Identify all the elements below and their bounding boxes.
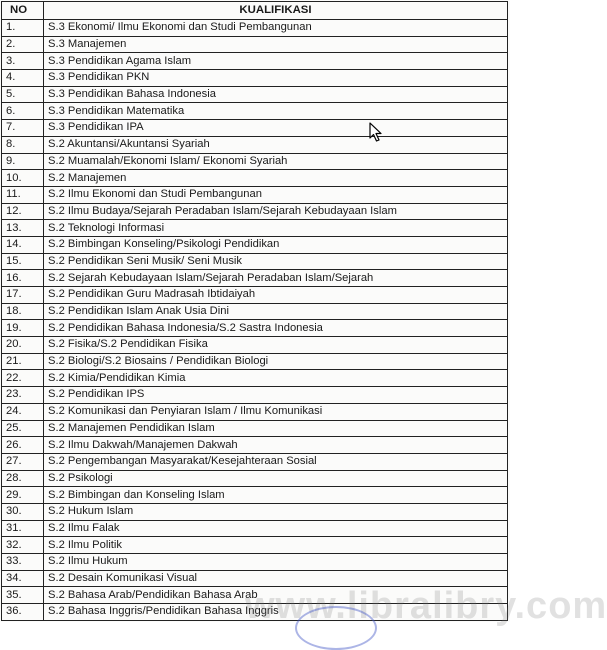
row-qualification: S.2 Ilmu Hukum	[44, 554, 508, 571]
table-row	[2, 203, 508, 220]
row-number: 32.	[2, 537, 44, 554]
table-row	[2, 70, 508, 87]
row-qualification: S.2 Bimbingan Konseling/Psikologi Pendidikan	[44, 236, 508, 253]
row-qualification: S.2 Manajemen Pendidikan Islam	[44, 420, 508, 437]
table-row	[2, 36, 508, 53]
table-row	[2, 554, 508, 571]
table-row	[2, 437, 508, 454]
row-number: 22.	[2, 370, 44, 387]
row-number: 21.	[2, 353, 44, 370]
qualification-table	[1, 1, 508, 621]
table-row	[2, 487, 508, 504]
row-qualification: S.3 Pendidikan PKN	[44, 70, 508, 87]
table-row	[2, 420, 508, 437]
row-number: 30.	[2, 503, 44, 520]
table-row	[2, 220, 508, 237]
table-row	[2, 103, 508, 120]
row-qualification: S.3 Pendidikan Matematika	[44, 103, 508, 120]
row-qualification: S.2 Pendidikan Seni Musik/ Seni Musik	[44, 253, 508, 270]
row-qualification: S.2 Komunikasi dan Penyiaran Islam / Ilmu Komunikasi	[44, 403, 508, 420]
table-row	[2, 170, 508, 187]
row-qualification: S.2 Ilmu Politik	[44, 537, 508, 554]
table-row	[2, 86, 508, 103]
row-number: 35.	[2, 587, 44, 604]
row-number: 17.	[2, 287, 44, 304]
row-number: 31.	[2, 520, 44, 537]
row-number: 33.	[2, 554, 44, 571]
table-header-row	[2, 2, 508, 20]
table-row	[2, 270, 508, 287]
row-number: 28.	[2, 470, 44, 487]
row-qualification: S.3 Manajemen	[44, 36, 508, 53]
watermark: www.libralibry.com	[245, 585, 607, 627]
row-number: 5.	[2, 86, 44, 103]
row-number: 1.	[2, 20, 44, 37]
row-number: 16.	[2, 270, 44, 287]
table-row	[2, 136, 508, 153]
row-qualification: S.3 Pendidikan IPA	[44, 120, 508, 137]
row-number: 15.	[2, 253, 44, 270]
row-qualification: S.2 Muamalah/Ekonomi Islam/ Ekonomi Syariah	[44, 153, 508, 170]
row-number: 13.	[2, 220, 44, 237]
row-qualification: S.2 Teknologi Informasi	[44, 220, 508, 237]
row-number: 3.	[2, 53, 44, 70]
row-qualification: S.3 Pendidikan Bahasa Indonesia	[44, 86, 508, 103]
header-kualifikasi: KUALIFIKASI	[44, 2, 508, 20]
row-qualification: S.2 Pendidikan Guru Madrasah Ibtidaiyah	[44, 287, 508, 304]
row-number: 10.	[2, 170, 44, 187]
row-number: 6.	[2, 103, 44, 120]
row-number: 9.	[2, 153, 44, 170]
row-number: 25.	[2, 420, 44, 437]
row-qualification: S.2 Pengembangan Masyarakat/Kesejahteraan Sosial	[44, 453, 508, 470]
row-number: 29.	[2, 487, 44, 504]
row-number: 27.	[2, 453, 44, 470]
row-qualification: S.2 Bahasa Arab/Pendidikan Bahasa Arab	[44, 587, 508, 604]
row-number: 2.	[2, 36, 44, 53]
table-row	[2, 503, 508, 520]
table-row	[2, 186, 508, 203]
table-row	[2, 337, 508, 354]
row-qualification: S.2 Manajemen	[44, 170, 508, 187]
table-row	[2, 453, 508, 470]
table-row	[2, 320, 508, 337]
row-qualification: S.2 Ilmu Budaya/Sejarah Peradaban Islam/Sejarah Kebudayaan Islam	[44, 203, 508, 220]
row-number: 19.	[2, 320, 44, 337]
row-number: 12.	[2, 203, 44, 220]
row-qualification: S.3 Pendidikan Agama Islam	[44, 53, 508, 70]
row-number: 20.	[2, 337, 44, 354]
row-number: 7.	[2, 120, 44, 137]
stamp-seal	[295, 606, 377, 650]
row-number: 8.	[2, 136, 44, 153]
table-row	[2, 537, 508, 554]
table-row	[2, 153, 508, 170]
table-row	[2, 387, 508, 404]
row-qualification: S.2 Kimia/Pendidikan Kimia	[44, 370, 508, 387]
table-row	[2, 287, 508, 304]
row-number: 34.	[2, 570, 44, 587]
table-row	[2, 303, 508, 320]
row-number: 14.	[2, 236, 44, 253]
row-qualification: S.2 Hukum Islam	[44, 503, 508, 520]
table-row	[2, 253, 508, 270]
row-qualification: S.2 Biologi/S.2 Biosains / Pendidikan Biologi	[44, 353, 508, 370]
row-qualification: S.2 Ilmu Falak	[44, 520, 508, 537]
row-qualification: S.2 Sejarah Kebudayaan Islam/Sejarah Peradaban Islam/Sejarah	[44, 270, 508, 287]
row-qualification: S.2 Akuntansi/Akuntansi Syariah	[44, 136, 508, 153]
row-qualification: S.2 Bahasa Inggris/Pendidikan Bahasa Inggris	[44, 604, 508, 621]
table-row	[2, 353, 508, 370]
table-row	[2, 403, 508, 420]
row-qualification: S.2 Ilmu Ekonomi dan Studi Pembangunan	[44, 186, 508, 203]
table-row	[2, 370, 508, 387]
row-number: 36.	[2, 604, 44, 621]
row-qualification: S.2 Pendidikan Bahasa Indonesia/S.2 Sastra Indonesia	[44, 320, 508, 337]
table-body	[2, 20, 508, 621]
row-qualification: S.3 Ekonomi/ Ilmu Ekonomi dan Studi Pembangunan	[44, 20, 508, 37]
row-qualification: S.2 Ilmu Dakwah/Manajemen Dakwah	[44, 437, 508, 454]
row-qualification: S.2 Fisika/S.2 Pendidikan Fisika	[44, 337, 508, 354]
table-row	[2, 20, 508, 37]
row-qualification: S.2 Pendidikan Islam Anak Usia Dini	[44, 303, 508, 320]
row-number: 4.	[2, 70, 44, 87]
table-row	[2, 520, 508, 537]
row-qualification: S.2 Bimbingan dan Konseling Islam	[44, 487, 508, 504]
row-number: 18.	[2, 303, 44, 320]
table-row	[2, 236, 508, 253]
row-qualification: S.2 Pendidikan IPS	[44, 387, 508, 404]
mouse-pointer-icon	[369, 122, 383, 142]
row-number: 26.	[2, 437, 44, 454]
row-number: 24.	[2, 403, 44, 420]
row-number: 11.	[2, 186, 44, 203]
header-no: NO	[2, 2, 44, 20]
row-qualification: S.2 Psikologi	[44, 470, 508, 487]
table-row	[2, 53, 508, 70]
row-number: 23.	[2, 387, 44, 404]
row-qualification: S.2 Desain Komunikasi Visual	[44, 570, 508, 587]
table-row	[2, 470, 508, 487]
table-row	[2, 120, 508, 137]
